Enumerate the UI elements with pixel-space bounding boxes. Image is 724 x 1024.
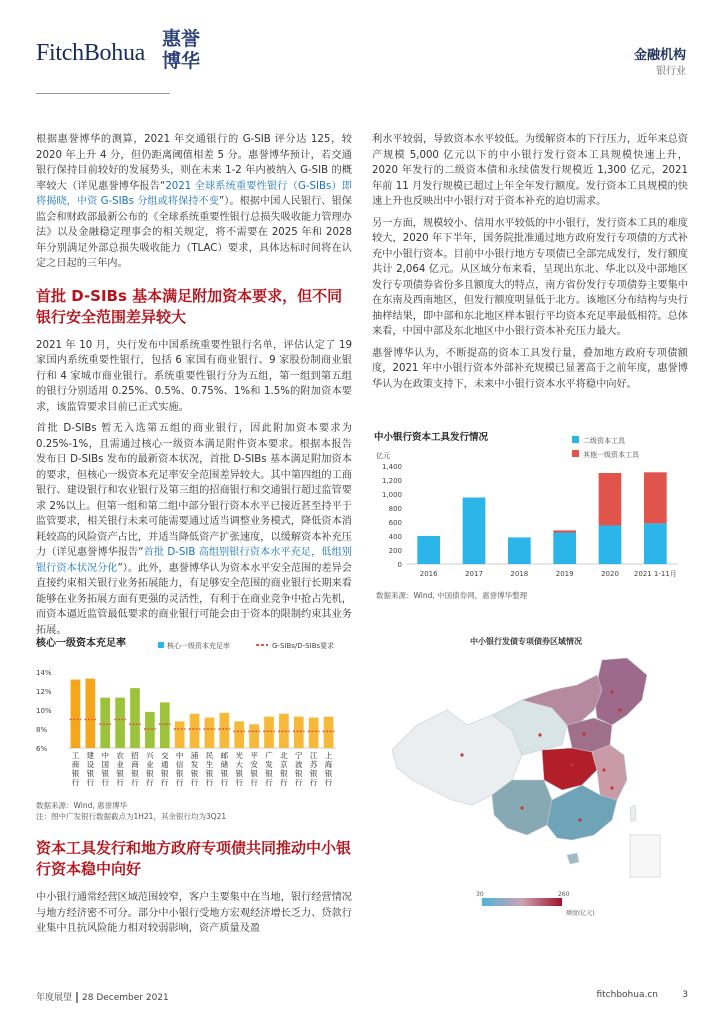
bar: [324, 717, 334, 748]
x-tick-label: 兴: [146, 751, 154, 760]
x-tick-label: 银: [161, 769, 169, 778]
text: ”）。根据中国人民银行、银保监会和财政部最新公布的《全球系统重要性银行总损失吸收能力管理办法》以及金融稳定理事会的相关规定，将不需要在 2025 年和 2028 年分别满足外部总损失吸收能力（TLAC）要求，具体达标时间将在认定之日起的三年内。: [36, 196, 352, 269]
x-tick-label: 储: [220, 760, 229, 769]
footer-label: 年度展望: [36, 993, 73, 1003]
bar-other-tier1: [553, 530, 576, 532]
core-tier1-chart-svg: [36, 634, 352, 824]
x-tick-label: 邮: [220, 751, 229, 760]
x-tick-label: 银: [146, 769, 154, 778]
x-tick-label: 行: [295, 778, 303, 787]
text: 首批 D-SIBs 暂无入选第五组的商业银行，因此附加资本要求为 0.25%-1%，且需通过核心一级资本满足附件资本要求。根据本报告发布日 D-SIBs 发布的最新资本状况，首批 D-SIBs 基本满足附加资本的要求，但核心一级资本充足率安全范围差异较大。其中第四组的工商银行、建设银行和农业银行及第三组的招商银行和交通银行超过监管要求 2%以上。但第一组和第二组中部分银行资本水平已接近甚至持平于监管要求，相关银行未来可能需要通过适当调整业务模式，降低资本消耗较高的风险资产占比，并适当降低资产扩张速度，以缓解资本补充压力（详见惠誉博华报告“: [36, 423, 352, 558]
x-tick-label: 平: [250, 751, 258, 760]
x-tick-label: 银: [86, 769, 95, 778]
heading-dsib: 首批 D-SIBs 基本满足附加资本要求，但不同银行安全范围差异较大: [36, 286, 343, 326]
x-tick-label: 行: [116, 778, 124, 787]
x-tick-label: 业: [146, 760, 154, 769]
x-tick-label: 2017: [465, 570, 483, 578]
paragraph-dsib-list: 2021 年 10 月，央行发布中国系统重要性银行名单，评估认定了 19 家国内系统重要性银行，包括 6 家国有商业银行、9 家股份制商业银行和 4 家城市商业银行。系统重要性银行分为五组，第一组到第五组的银行分别适用 0.25%、0.5%、0.75%、1%和 1.5%的附加资本要求，该监管要求目前已正式实施。: [36, 339, 352, 413]
y-tick-label: 800: [388, 505, 402, 513]
x-tick-label: 安: [250, 760, 258, 769]
x-tick-label: 银: [220, 769, 229, 778]
x-tick-label: 银: [205, 769, 214, 778]
legend-max-label: 260: [558, 891, 570, 898]
bar-tier2: [508, 537, 531, 564]
x-tick-label: 银: [101, 769, 109, 778]
bar: [219, 713, 229, 748]
y-tick-label: 14%: [36, 669, 52, 677]
x-tick-label: 行: [235, 778, 243, 787]
china-map-svg: [372, 630, 688, 920]
legend-unit-label: 额度(亿元): [566, 910, 595, 917]
x-tick-label: 苏: [309, 760, 318, 769]
y-tick-label: 0: [397, 561, 402, 569]
y-axis-label: 亿元: [376, 452, 390, 460]
bar: [294, 717, 304, 748]
legend-swatch: [572, 450, 579, 457]
x-tick-label: 银: [280, 769, 288, 778]
x-tick-label: 通: [161, 760, 169, 769]
x-tick-label: 2020: [601, 570, 619, 578]
x-tick-label: 交: [161, 751, 169, 760]
chart-title: 中小银行资本工具发行情况: [374, 432, 489, 443]
bar-other-tier1: [644, 472, 667, 523]
paragraph-dsib-capital: [36, 421, 352, 638]
paragraph-capital-tools: 利水平较弱，导致资本水平较低。为缓解资本的下行压力，近年来总资产规模 5,000 亿元以下的中小银行发行资本工具规模快速上升，2020 年发行的二级资本债和永续债发行规模近 1,300 亿元，2021 年前 11 月发行规模已超过上年全年发行额度。发行资本工具规模的快速上升也反映出中小银行对于资本补充的迫切需求。: [372, 134, 688, 207]
x-tick-label: 发: [190, 760, 199, 769]
x-tick-label: 京: [280, 760, 288, 769]
x-tick-label: 行: [86, 778, 95, 787]
x-tick-label: 2016: [419, 570, 438, 578]
bar: [309, 718, 319, 748]
south-china-sea-inset: [630, 835, 660, 877]
x-tick-label: 发: [265, 760, 273, 769]
y-tick-label: 1,400: [381, 463, 402, 471]
paragraph-outlook: 惠誉博华认为，不断提高的资本工具发行量，叠加地方政府专项债额度，2021 年中小银行资本外部补充规模已显著高于之前年度，惠誉博华认为在政策支持下，未来中小银行资本水平将稳中向好。: [372, 347, 688, 390]
heading-small-banks: 资本工具发行和地方政府专项债共同推动中小银行资本稳中向好: [36, 839, 352, 878]
y-tick-label: 200: [388, 547, 402, 555]
x-tick-label: 工: [71, 751, 80, 760]
x-tick-label: 建: [86, 751, 95, 760]
x-tick-label: 中: [101, 751, 109, 760]
bar: [234, 721, 244, 748]
x-tick-label: 行: [146, 778, 154, 787]
city-dot: [602, 768, 605, 771]
logo-chinese: 惠誉博华: [162, 28, 201, 72]
bar-tier2: [417, 536, 440, 564]
text: ”）。此外，惠誉博华认为资本水平安全范围的差异会直接约束相关银行业务拓展能力，有足够安全范围的商业银行长期来看能够在业务拓展方面有更强的灵活性，有利于在商业竞争中抢占先机，而资本逼近监管最低要求的商业银行可能会由于资本的限制约束其业务拓展。: [36, 562, 352, 636]
paragraph-special-bonds: 另一方面，规模较小、信用水平较低的中小银行，发行资本工具的难度较大，2020 年下半年，国务院批准通过地方政府发行专项债的方式补充中小银行资本。目前中小银行地方专项债已全部完成发行，发行额度共计 2,064 亿元。从区域分布来看，呈现出东北、华北以及中部地区发行专项债券省份多且额度大的特点，南方省份发行专项债券主要集中在东南及西南地区，但发行额度明显低于北方。该地区分布结构与央行抽样结果，即中部和东北地区样本银行平均资本充足率最低相符。总体来看，中国中部及东北地区中小银行资本补充压力最大。: [372, 217, 688, 337]
city-dot: [460, 753, 463, 756]
bar-tier2: [599, 526, 622, 565]
bar: [71, 680, 81, 748]
left-column: [36, 132, 352, 638]
city-dot: [570, 763, 573, 766]
section-title: 金融机构: [633, 48, 686, 63]
x-tick-label: 大: [235, 760, 243, 769]
chart2-source: 数据来源：Wind, 中国债券网，惠誉博华整理: [376, 591, 528, 600]
city-dot: [578, 818, 581, 821]
y-tick-label: 1,000: [381, 491, 402, 499]
x-tick-label: 浦: [190, 751, 199, 760]
report-link[interactable]: 首批 D-SIB 高组别银行资本水平充足，低组别银行资本状况分化: [36, 547, 352, 574]
x-tick-label: 波: [295, 760, 303, 769]
footer-left: [36, 990, 169, 1003]
chart-core-tier1: [36, 634, 352, 824]
map-region-central: [542, 748, 597, 790]
chart1-source: 数据来源：Wind, 惠誉博华: [36, 801, 128, 810]
capital-tools-chart-svg: [372, 430, 688, 590]
x-tick-label: 银: [71, 769, 80, 778]
x-tick-label: 行: [280, 778, 288, 787]
header-rule: [36, 93, 170, 94]
x-tick-label: 行: [161, 778, 169, 787]
page-number: 3: [682, 990, 688, 1000]
y-tick-label: 1,200: [381, 477, 402, 485]
bar: [190, 714, 200, 748]
bar: [249, 724, 259, 748]
bar: [264, 717, 274, 748]
map-title: 中小银行发债专项债券区域情况: [470, 637, 582, 646]
x-tick-label: 行: [250, 778, 258, 787]
map-region-northeast: [594, 658, 647, 725]
x-tick-label: 银: [190, 769, 199, 778]
x-tick-label: 行: [220, 778, 229, 787]
y-tick-label: 600: [388, 519, 402, 527]
legend-label: G-SIBs/D-SIBs要求: [272, 642, 335, 650]
x-tick-label: 行: [265, 778, 273, 787]
x-tick-label: 银: [295, 769, 303, 778]
city-dot: [610, 786, 613, 789]
map-region-hainan: [567, 853, 579, 864]
bar: [130, 688, 140, 748]
city-dot: [618, 708, 621, 711]
x-tick-label: 宁: [295, 751, 303, 760]
x-tick-label: 招: [131, 751, 139, 760]
y-tick-label: 10%: [36, 707, 52, 715]
x-tick-label: 国: [101, 760, 109, 769]
right-column: [372, 132, 688, 392]
bar: [85, 679, 95, 748]
bar: [160, 702, 170, 748]
legend-label: 二级资本工具: [583, 437, 625, 445]
x-tick-label: 2019: [555, 570, 574, 578]
x-tick-label: 设: [86, 760, 95, 769]
chart-title: 核心一级资本充足率: [36, 638, 126, 649]
x-tick-label: 业: [116, 760, 124, 769]
legend-label: 核心一级资本充足率: [167, 642, 230, 650]
x-tick-label: 银: [309, 769, 318, 778]
x-tick-label: 广: [265, 751, 273, 760]
city-dot: [582, 732, 585, 735]
legend-swatch: [572, 436, 579, 443]
footer-date: 28 December 2021: [82, 993, 169, 1003]
x-tick-label: 行: [175, 778, 184, 787]
paragraph-gsib: [36, 132, 352, 272]
x-tick-label: 农: [116, 751, 124, 760]
x-tick-label: 中: [175, 751, 184, 760]
left-column-lower: [36, 838, 352, 937]
chart-capital-tools: [372, 430, 688, 590]
map-special-bonds: [372, 630, 688, 920]
footer-separator: [76, 992, 78, 1003]
x-tick-label: 行: [131, 778, 139, 787]
bar: [145, 712, 155, 748]
bar-tier2: [644, 523, 667, 564]
x-tick-label: 银: [250, 769, 258, 778]
city-dot: [610, 690, 613, 693]
bar-tier2: [463, 498, 486, 565]
city-dot: [520, 806, 523, 809]
x-tick-label: 上: [324, 751, 333, 760]
text: 根据惠誉博华的测算，2021 年交通银行的 G-SIB 评分达 125，较 2020 年上升 4 分，但仍距离阈值相差 5 分。惠誉博华预计，若交通银行保持目前较好的发展势头，则在未来 1-2 年内被纳入 G-SIB 的概率较大（详见惠誉博华报告“: [36, 134, 352, 192]
x-tick-label: 北: [280, 751, 288, 760]
bar-tier2: [553, 533, 576, 565]
map-region-east: [592, 745, 627, 800]
report-link[interactable]: 2021 全球系统重要性银行（G-SIBs）即将揭晓，中资 G-SIBs 分组或将保持不变: [36, 180, 352, 207]
y-tick-label: 6%: [36, 745, 48, 753]
x-tick-label: 光: [235, 751, 243, 760]
logo-text: FitchBohua: [36, 40, 145, 66]
chart1-note: 注：图中广发银行数据截点为1H21，其余银行均为3Q21: [36, 812, 227, 821]
x-tick-label: 商: [131, 760, 139, 769]
bar-other-tier1: [599, 473, 622, 526]
x-tick-label: 银: [116, 769, 124, 778]
x-tick-label: 银: [175, 769, 184, 778]
x-tick-label: 行: [205, 778, 214, 787]
bar: [279, 714, 289, 748]
footer-site[interactable]: fitchbohua.cn: [596, 990, 658, 1000]
y-tick-label: 12%: [36, 688, 52, 696]
x-tick-label: 银: [265, 769, 273, 778]
x-tick-label: 银: [131, 769, 139, 778]
x-tick-label: 商: [71, 760, 80, 769]
bar: [205, 718, 215, 748]
x-tick-label: 行: [309, 778, 318, 787]
bar: [100, 698, 110, 748]
x-tick-label: 江: [309, 751, 318, 760]
map-region-taiwan: [630, 805, 636, 822]
x-tick-label: 行: [190, 778, 199, 787]
bar: [175, 721, 185, 748]
x-tick-label: 民: [205, 751, 214, 760]
x-tick-label: 2018: [510, 570, 529, 578]
legend-min-label: 30: [476, 891, 484, 898]
y-tick-label: 400: [388, 533, 402, 541]
legend-label: 其他一级资本工具: [583, 451, 639, 459]
x-tick-label: 海: [324, 760, 333, 769]
x-tick-label: 行: [101, 778, 109, 787]
x-tick-label: 信: [175, 760, 184, 769]
section-subtitle: 银行业: [656, 66, 686, 77]
x-tick-label: 银: [324, 769, 333, 778]
y-tick-label: 8%: [36, 726, 48, 734]
legend-gradient-bar: [482, 898, 562, 906]
x-tick-label: 2021 1-11月: [633, 570, 677, 578]
bar: [115, 698, 125, 748]
city-dot: [538, 733, 541, 736]
x-tick-label: 行: [324, 778, 333, 787]
legend-swatch: [158, 642, 164, 648]
x-tick-label: 行: [71, 778, 80, 787]
x-tick-label: 生: [205, 760, 214, 769]
x-tick-label: 银: [235, 769, 243, 778]
paragraph-small-banks: 中小银行通常经营区域范围较窄，客户主要集中在当地，银行经营情况与地方经济密不可分。部分中小银行受地方宏观经济增长乏力、贷款行业集中且抗风险能力相对较弱影响，资产质量及盈: [36, 892, 352, 934]
